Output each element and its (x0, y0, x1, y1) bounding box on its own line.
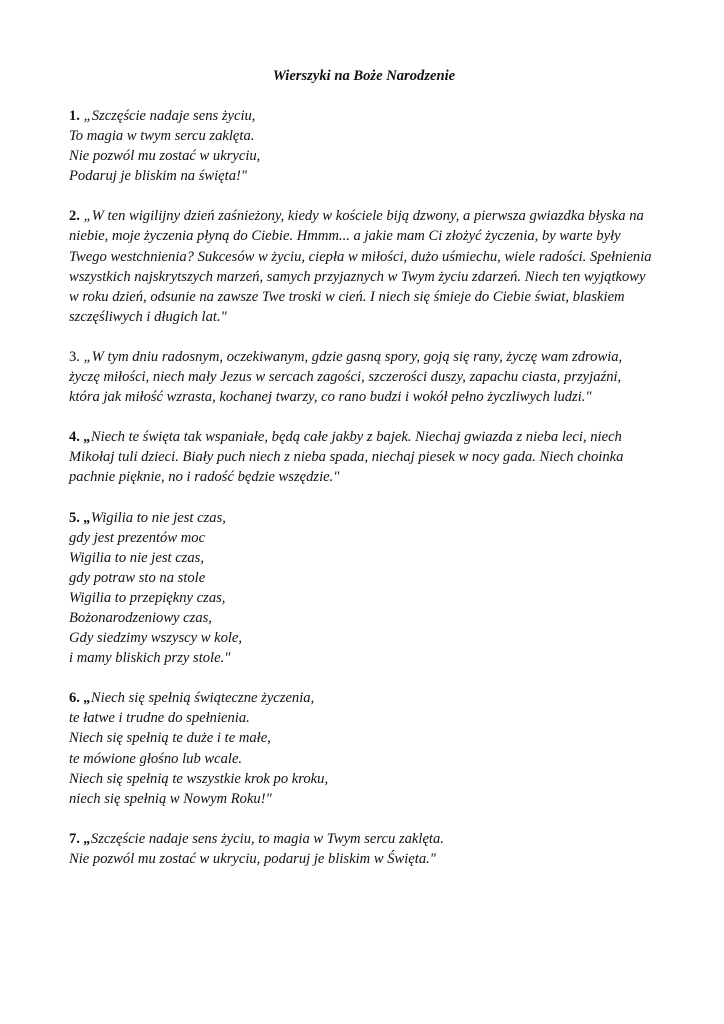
poem-line (69, 829, 659, 849)
poem-number: 3. (69, 348, 80, 365)
poem-number: 6. (69, 690, 80, 707)
opening-quote: „ (83, 509, 91, 526)
poem-line: Mikołaj tuli dzieci. Biały puch niech z nieba spada, niechaj piesek w nocy gada. Niech choinka (69, 449, 624, 466)
poem-number: 1. (69, 108, 80, 124)
poem-line: i mamy bliskich przy stole." (69, 650, 231, 667)
poem-line (69, 206, 659, 226)
poem-line (69, 427, 659, 447)
poem-line: Wigilia to przepiękny czas, (69, 589, 226, 606)
poem-7 (69, 829, 659, 869)
poem-text: Niech się spełnią świąteczne życzenia, (90, 690, 315, 707)
poem-line (69, 508, 659, 528)
poem-line: która jak miłość wzrasta, kochanej twarzy, co rano budzi i wokół pełno życzliwych ludzi." (69, 389, 592, 406)
poem-number: 2. (69, 208, 80, 225)
poem-4 (69, 427, 659, 487)
poem-line: Niech się spełnią te duże i te małe, (69, 730, 271, 747)
poem-line: Podaruj je bliskim na święta!" (69, 168, 247, 185)
poem-text: Szczęście nadaje sens życiu, to magia w Twym sercu zaklęta. (90, 830, 444, 847)
poem-line: Twego westchnienia? Sukcesów w życiu, ciepła w miłości, dużo uśmiechu, wiele radości. Spełnienia (69, 248, 652, 265)
poem-line (69, 347, 659, 367)
poem-line: gdy potraw sto na stole (69, 569, 206, 586)
poem-line: w roku dzień, odsunie na zawsze Twe troski w cień. I niech się śmieje do Ciebie świat, blaskiem (69, 288, 625, 305)
poem-text: „W ten wigilijny dzień zaśnieżony, kiedy w kościele biją dzwony, a pierwsza gwiazdka błyska na (83, 208, 644, 225)
poem-line: To magia w twym sercu zaklęta. (69, 128, 255, 145)
poem-line (69, 106, 659, 126)
poem-line: Wigilia to nie jest czas, (69, 549, 204, 566)
poem-line: te mówione głośno lub wcale. (69, 750, 243, 767)
poem-line: Gdy siedzimy wszyscy w kole, (69, 630, 243, 647)
poem-number: 7. (69, 830, 80, 847)
poem-line: te łatwe i trudne do spełnienia. (69, 710, 250, 727)
poem-2 (69, 206, 659, 327)
poem-line: Nie pozwól mu zostać w ukryciu, (69, 148, 261, 165)
document-title: Wierszyki na Boże Narodzenie (272, 68, 456, 84)
opening-quote: „ (83, 690, 91, 707)
document-page (69, 66, 659, 889)
poem-text: Niech te święta tak wspaniałe, będą całe jakby z bajek. Niechaj gwiazda z nieba leci, niech (90, 429, 622, 446)
poem-text: Wigilia to nie jest czas, (90, 509, 226, 526)
poem-6 (69, 688, 659, 809)
poem-line: wszystkich najskrytszych marzeń, samych przyjaznych w Twym życiu zdarzeń. Niech ten wyjątkowy (69, 268, 646, 285)
poem-number: 5. (69, 509, 80, 526)
poem-line: Niech się spełnią te wszystkie krok po kroku, (69, 770, 329, 787)
poem-line: pachnie pięknie, no i radość będzie wszędzie." (69, 469, 340, 486)
poem-text: „Szczęście nadaje sens życiu, (83, 108, 256, 124)
poem-line: Nie pozwól mu zostać w ukryciu, podaruj je bliskim w Święta." (69, 850, 436, 867)
poem-text: „W tym dniu radosnym, oczekiwanym, gdzie gasną spory, goją się rany, życzę wam zdrowia, (83, 348, 623, 365)
poem-line: niech się spełnią w Nowym Roku!" (69, 790, 272, 807)
poem-line: gdy jest prezentów moc (69, 529, 206, 546)
poem-number: 4. (69, 429, 80, 446)
poem-5 (69, 508, 659, 669)
poem-line: życzę miłości, niech mały Jezus w sercach zagości, szczerości duszy, zapachu ciasta, przyjaźni, (69, 369, 622, 386)
poem-line: niebie, moje życzenia płyną do Ciebie. Hmmm... a jakie mam Ci złożyć życzenia, by warte były (69, 228, 621, 245)
poem-3 (69, 347, 659, 407)
opening-quote: „ (83, 429, 91, 446)
poem-line: Bożonarodzeniowy czas, (69, 609, 212, 626)
opening-quote: „ (83, 830, 91, 847)
poem-line (69, 688, 659, 708)
poem-line: szczęśliwych i długich lat." (69, 308, 227, 325)
poem-1 (69, 106, 659, 186)
